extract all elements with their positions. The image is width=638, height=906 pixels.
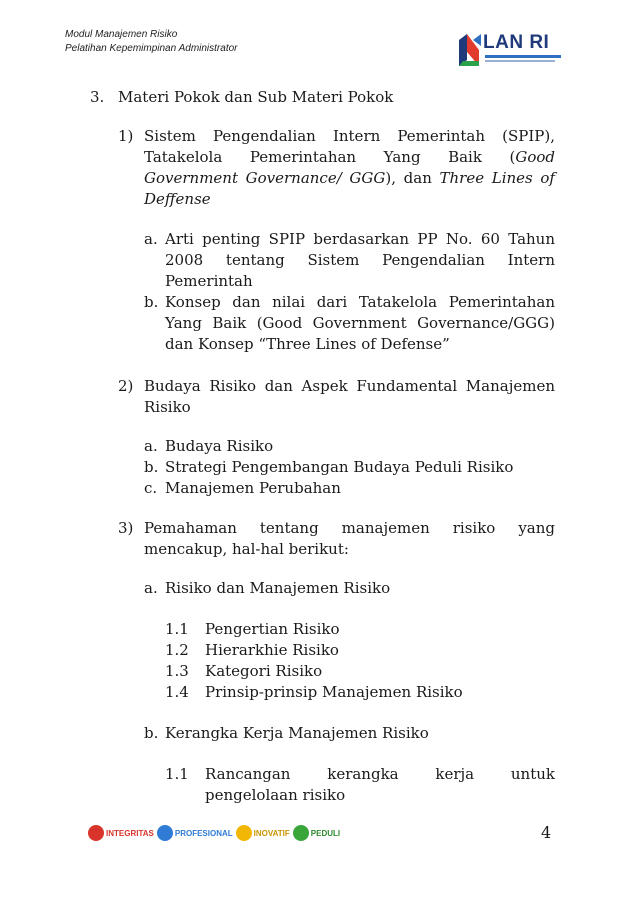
- value-label: INOVATIF: [253, 828, 290, 838]
- item-1-title-part: ), dan: [385, 169, 440, 187]
- value-label: PROFESIONAL: [174, 828, 233, 838]
- item-1-title-part: Good: [515, 148, 555, 166]
- point-text: Prinsip-prinsip Manajemen Risiko: [205, 683, 463, 701]
- point-text: Kategori Risiko: [205, 662, 323, 680]
- sub-letter: c.: [144, 479, 158, 497]
- sub-item-text: Strategi Pengembangan Budaya Peduli Risiko: [165, 458, 514, 476]
- item-1-title-part: Government Governance/ GGG: [144, 169, 386, 187]
- core-values-banner: [88, 822, 346, 844]
- item-3-title-line: mencakup, hal-hal berikut:: [144, 540, 349, 558]
- logo-tagline-bar: [485, 60, 555, 62]
- lightbulb-icon: [236, 825, 252, 841]
- item-1-title-part: Tatakelola Pemerintahan Yang Baik (: [144, 148, 516, 166]
- point-number: 1.4: [165, 683, 189, 701]
- item-1-number: 1): [118, 127, 134, 145]
- sub-item-line: 2008 tentang Sistem Pengendalian Intern: [165, 251, 555, 269]
- point-text: [205, 764, 555, 806]
- point-text-line: Rancangan kerangka kerja untuk: [205, 765, 555, 783]
- point-text: Hierarkhie Risiko: [205, 641, 339, 659]
- item-2-title-line: Risiko: [144, 398, 191, 416]
- sub-item-text: Manajemen Perubahan: [165, 479, 341, 497]
- point-number: 1.1: [165, 620, 189, 638]
- value-peduli: [293, 823, 340, 843]
- sub-letter: b.: [144, 293, 159, 311]
- page-number: 4: [541, 823, 552, 842]
- lan-ri-logo: [455, 30, 565, 70]
- item-2-title: [144, 376, 555, 418]
- point-number: 1.3: [165, 662, 189, 680]
- sub-item-line: Yang Baik (Good Government Governance/GGG): [165, 314, 555, 332]
- section-number: 3.: [90, 88, 105, 106]
- sub-letter: a.: [144, 230, 158, 248]
- sub-letter: a.: [144, 579, 158, 597]
- item-3-title: [144, 518, 555, 560]
- sub-letter: a.: [144, 437, 158, 455]
- point-number: 1.1: [165, 765, 189, 783]
- item-1-title-line: Sistem Pengendalian Intern Pemerintah (SPIP),: [144, 127, 555, 145]
- sub-letter: b.: [144, 458, 159, 476]
- value-profesional: [157, 823, 233, 843]
- value-inovatif: [236, 823, 290, 843]
- lan-logo-mark-icon: [455, 30, 483, 70]
- value-label: INTEGRITAS: [106, 828, 154, 838]
- item-1-title-part: Three Lines of: [439, 169, 555, 187]
- sub-item-text: [165, 292, 555, 355]
- running-header: [65, 28, 238, 56]
- sub-item-text: [165, 229, 555, 292]
- item-1-title-line: [144, 168, 555, 189]
- sub-item-text: Risiko dan Manajemen Risiko: [165, 579, 391, 597]
- value-integritas: [88, 823, 154, 843]
- item-1-title: [144, 126, 555, 210]
- header-training-title: Pelatihan Kepemimpinan Administrator: [65, 43, 238, 54]
- sub-item-line: Arti penting SPIP berdasarkan PP No. 60 Tahun: [165, 230, 555, 248]
- point-text: Pengertian Risiko: [205, 620, 340, 638]
- header-module-title: Modul Manajemen Risiko: [65, 29, 178, 40]
- item-3-title-line: Pemahaman tentang manajemen risiko yang: [144, 519, 555, 537]
- sub-item-text: Budaya Risiko: [165, 437, 274, 455]
- integritas-icon: [88, 825, 104, 841]
- logo-underline: [485, 55, 561, 58]
- item-1-title-line: [144, 147, 555, 168]
- profesional-icon: [157, 825, 173, 841]
- value-label: PEDULI: [310, 828, 341, 838]
- point-text-line: pengelolaan risiko: [205, 786, 346, 804]
- peduli-icon: [293, 825, 309, 841]
- sub-item-text: Kerangka Kerja Manajemen Risiko: [165, 724, 429, 742]
- sub-item-line: Konsep dan nilai dari Tatakelola Pemerintahan: [165, 293, 555, 311]
- item-3-number: 3): [118, 519, 134, 537]
- item-2-title-line: Budaya Risiko dan Aspek Fundamental Manajemen: [144, 377, 555, 395]
- logo-text: LAN RI: [483, 32, 550, 53]
- sub-letter: b.: [144, 724, 159, 742]
- point-number: 1.2: [165, 641, 189, 659]
- sub-item-line: dan Konsep “Three Lines of Defense”: [165, 335, 450, 353]
- sub-item-line: Pemerintah: [165, 272, 253, 290]
- item-1-title-line: Deffense: [144, 190, 211, 208]
- section-title: Materi Pokok dan Sub Materi Pokok: [118, 88, 394, 106]
- item-2-number: 2): [118, 377, 134, 395]
